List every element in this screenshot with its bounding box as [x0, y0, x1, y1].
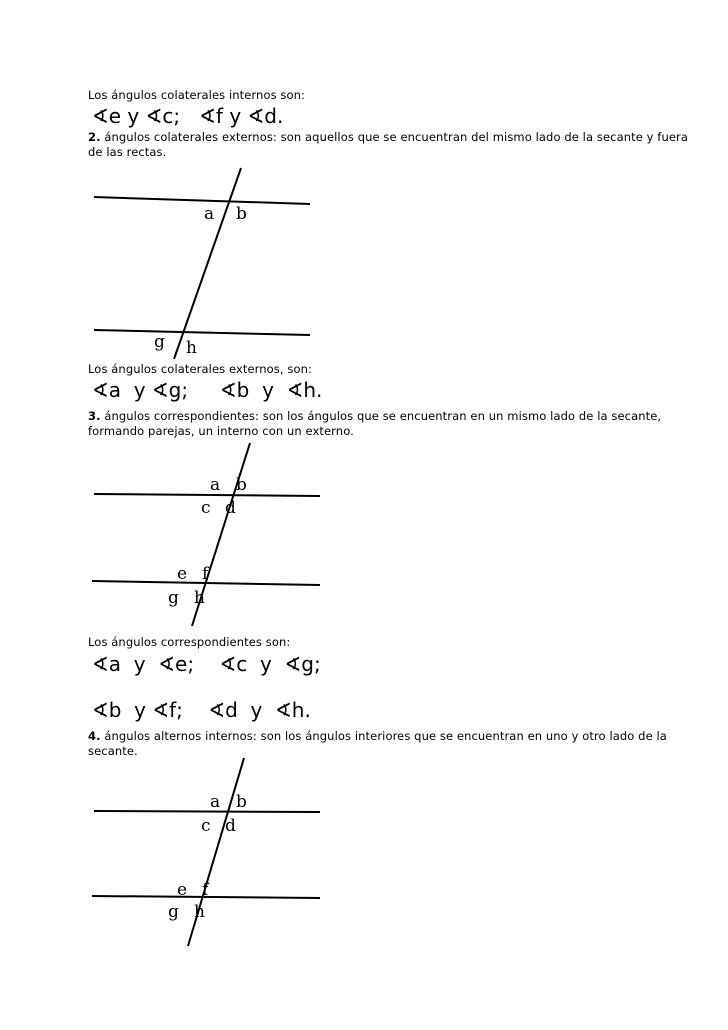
angle-label-b: b	[236, 792, 247, 812]
angle-label-e: e	[177, 880, 188, 900]
angle-label-g: g	[168, 588, 179, 608]
figure-alternos-internos	[88, 756, 328, 956]
angle-label-a: a	[210, 792, 221, 812]
colaterales-internos-intro: Los ángulos colaterales internos son:	[88, 88, 306, 102]
colaterales-externos-intro: Los ángulos colaterales externos, son:	[88, 362, 312, 376]
angle-label-c: c	[201, 498, 211, 518]
correspondientes-angles-row2: ∢b y ∢f; ∢d y ∢h.	[92, 698, 311, 722]
figure-colaterales-externos	[88, 163, 328, 363]
figure-correspondientes	[88, 440, 328, 630]
section-4-text	[88, 729, 688, 759]
colaterales-externos-angles: ∢a y ∢g; ∢b y ∢h.	[92, 378, 323, 402]
angle-label-h: h	[194, 588, 205, 608]
section-2-definition: ángulos colaterales externos: son aquellos que se encuentran del mismo lado de la secante y fuera de las rectas.	[88, 130, 688, 159]
secant-line	[174, 168, 241, 359]
parallel-line-top	[94, 494, 320, 496]
section-3-number: 3.	[88, 409, 101, 423]
section-2-number: 2.	[88, 130, 101, 144]
correspondientes-intro: Los ángulos correspondientes son:	[88, 635, 291, 649]
angle-label-f: f	[202, 564, 209, 584]
angle-label-g: g	[168, 902, 179, 922]
angle-label-e: e	[177, 564, 188, 584]
parallel-line-top	[94, 197, 310, 204]
section-3-text	[88, 409, 688, 439]
angle-label-a: a	[210, 475, 221, 495]
section-3-definition: ángulos correspondientes: son los ángulos que se encuentran en un mismo lado de la secante, formando parejas, un interno con un externo.	[88, 409, 662, 438]
angle-label-c: c	[201, 816, 211, 836]
angle-label-b: b	[236, 475, 247, 495]
section-2-text	[88, 130, 688, 160]
parallel-line-bottom	[94, 330, 310, 335]
angle-label-h: h	[186, 338, 197, 358]
angle-label-d: d	[225, 498, 236, 518]
section-4-definition: ángulos alternos internos: son los ángulos interiores que se encuentran en uno y otro lado de la secante.	[88, 729, 667, 758]
angle-label-b: b	[236, 204, 247, 224]
colaterales-internos-angles: ∢e y ∢c; ∢f y ∢d.	[92, 104, 284, 128]
angle-label-a: a	[204, 204, 215, 224]
angle-label-d: d	[225, 816, 236, 836]
correspondientes-angles-row1: ∢a y ∢e; ∢c y ∢g;	[92, 652, 321, 676]
angle-label-f: f	[202, 880, 209, 900]
parallel-line-top	[94, 811, 320, 812]
angle-label-g: g	[154, 332, 165, 352]
section-4-number: 4.	[88, 729, 101, 743]
angle-label-h: h	[194, 902, 205, 922]
